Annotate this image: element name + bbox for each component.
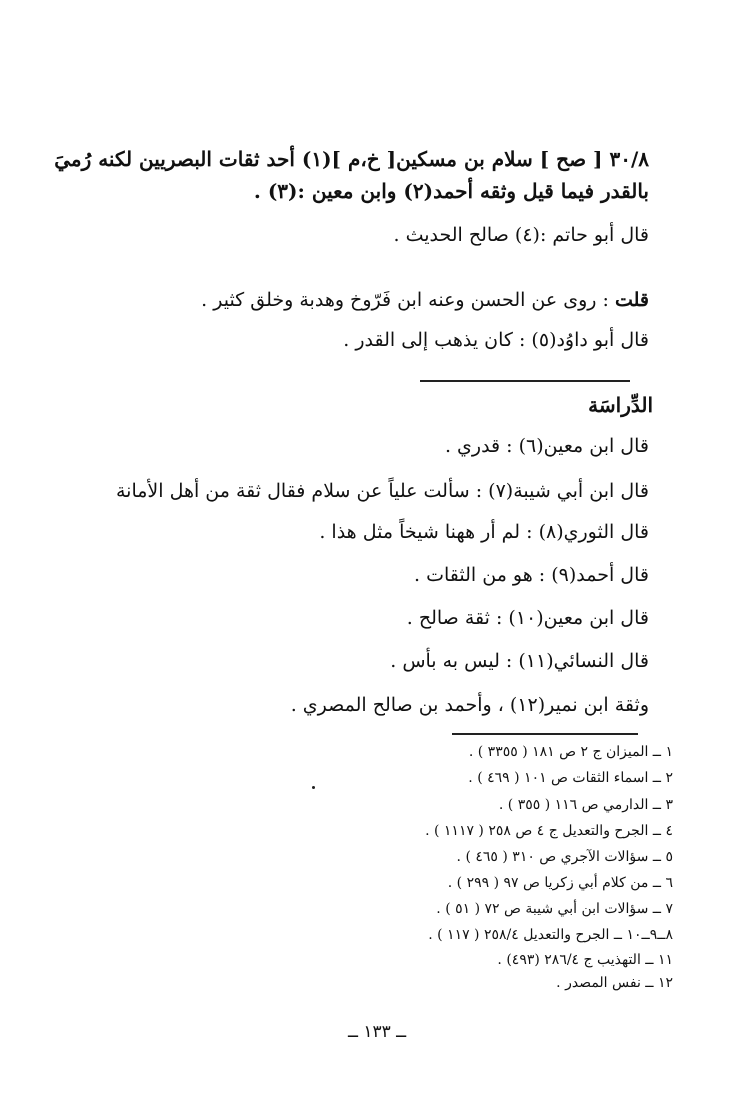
study-line-4: قال أحمد(٩) : هو من الثقات . [414,564,649,586]
study-heading: الدِّراسَة [588,393,653,417]
footnote: ٤ ــ الجرح والتعديل ج ٤ ص ٢٥٨ ( ١١١٧ ) . [425,823,673,839]
qultu-line [201,286,649,314]
study-line-6: قال النسائي(١١) : ليس به بأس . [390,650,649,672]
footnote: ٥ ــ سؤالات الآجري ص ٣١٠ ( ٤٦٥ ) . [456,849,673,865]
study-line-1: قال ابن معين(٦) : قدري . [444,435,649,457]
study-line-5: قال ابن معين(١٠) : ثقة صالح . [406,607,649,629]
footnote-divider [452,733,638,735]
footnote: ٧ ــ سؤالات ابن أبي شيبة ص ٧٢ ( ٥١ ) . [436,901,673,917]
footnote: ٨ــ٩ــ١٠ ــ الجرح والتعديل ٢٥٨/٤ ( ١١٧ ) . [428,927,673,943]
abu-hatim-line: قال أبو حاتم :(٤) صالح الحديث . [393,224,649,246]
entry-line-1: ٣٠/٨ [ صح ] سلام بن مسكين[ خ،م ](١) أحد ثقات البصريين لكنه رُميَ [54,147,649,171]
footnote: ١٢ ــ نفس المصدر . [556,975,673,991]
footnote: ١ ــ الميزان ج ٢ ص ١٨١ ( ٣٣٥٥ ) . [468,744,673,760]
abu-dawud-line: قال أبو داوُد(٥) : كان يذهب إلى القدر . [343,329,649,351]
footnote: ٦ ــ من كلام أبي زكريا ص ٩٧ ( ٢٩٩ ) . [447,875,673,891]
page-number: ــ ١٣٣ ــ [348,1022,407,1042]
qultu-label: قلت [614,289,649,311]
study-line-2: قال ابن أبي شيبة(٧) : سألت علياً عن سلام فقال ثقة من أهل الأمانة [115,480,649,502]
footnote: ١١ ــ التهذيب ج ٢٨٦/٤ (٤٩٣) . [497,952,673,968]
study-line-7: وثقة ابن نمير(١٢) ، وأحمد بن صالح المصري . [290,694,649,716]
qultu-text: : روى عن الحسن وعنه ابن فَرّوخ وهدبة وخلق كثير . [201,289,615,311]
footnote: ٣ ــ الدارمي ص ١١٦ ( ٣٥٥ ) . [498,797,673,813]
section-divider [420,380,630,382]
footnote: ٢ ــ اسماء الثقات ص ١٠١ ( ٤٦٩ ) . [468,770,673,786]
stray-mark [312,786,315,789]
study-line-3: قال الثوري(٨) : لم أر ههنا شيخاً مثل هذا . [319,521,649,543]
entry-line-2: بالقدر فيما قيل وثقه أحمد(٢) وابن معين :(٣) . [253,179,649,203]
